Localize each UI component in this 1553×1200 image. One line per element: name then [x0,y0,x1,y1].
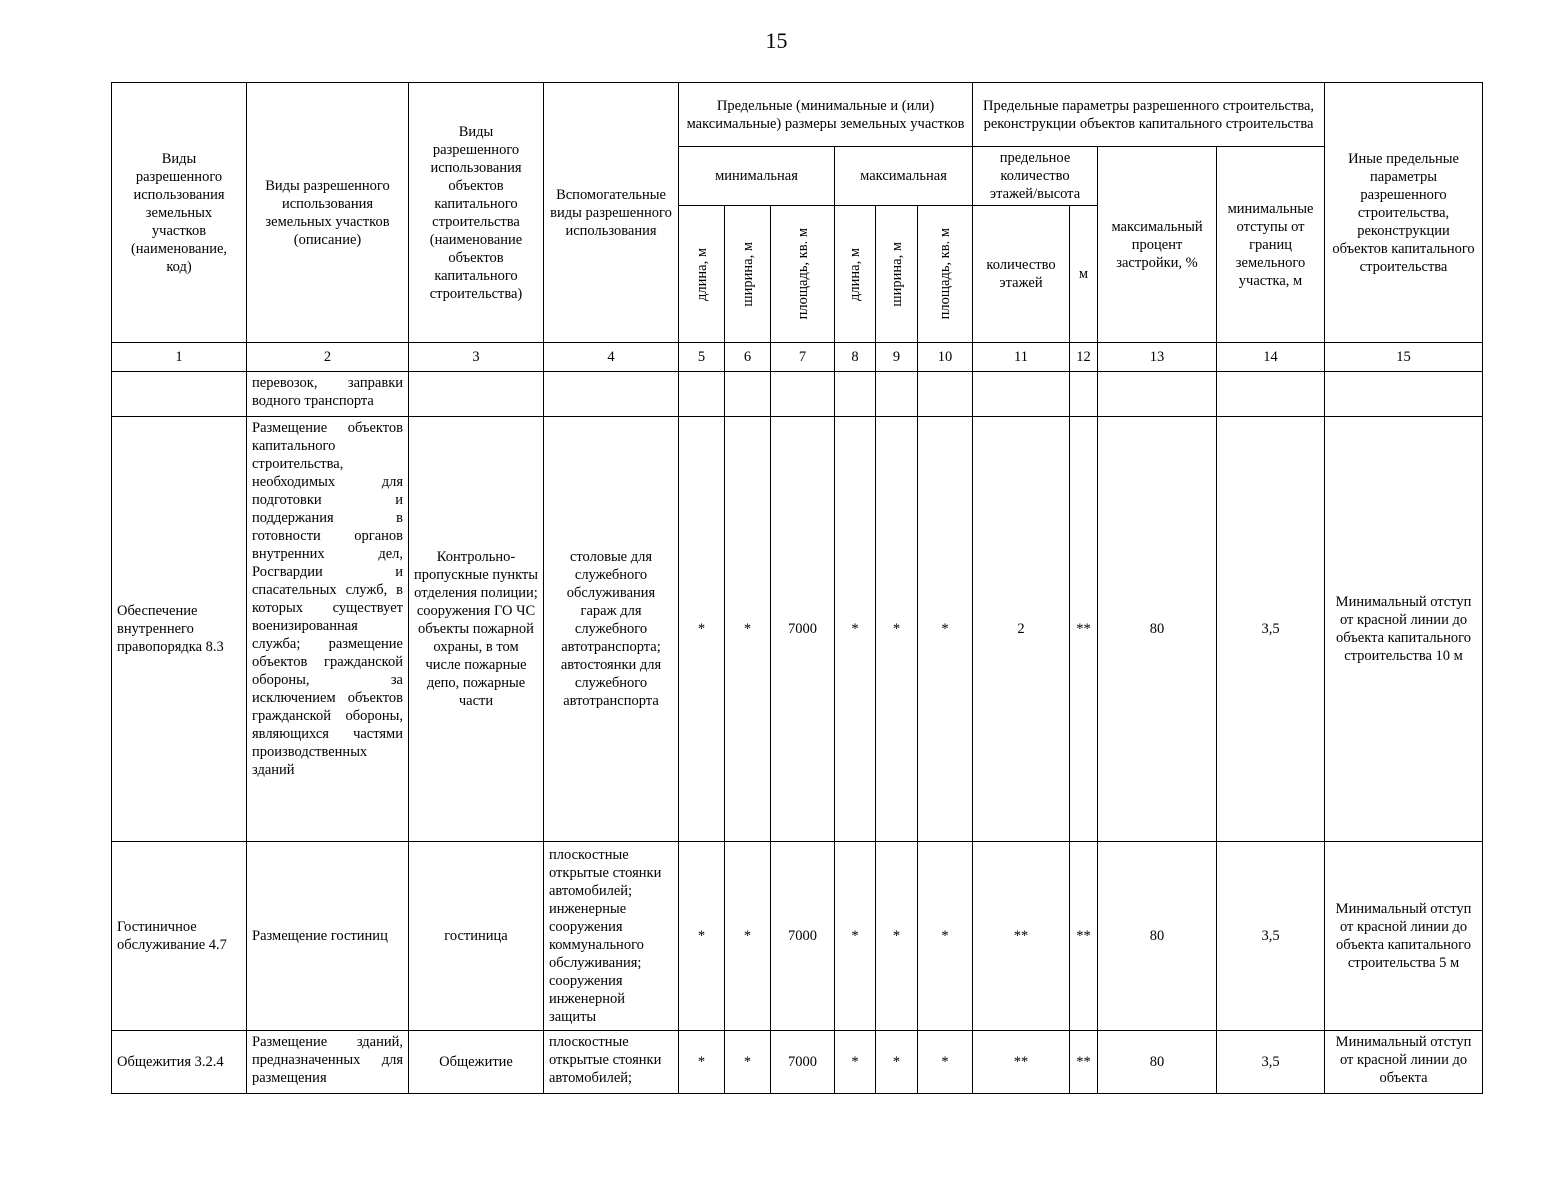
table-row [112,842,1483,1031]
cell-floors: ** [973,842,1070,1031]
cell-other-params [1325,372,1483,417]
cell-auxiliary-uses [544,372,679,417]
cell-max-percent: 80 [1098,842,1217,1031]
cell-capital-objects: Общежитие [409,1031,544,1094]
cell-auxiliary-uses: плоскостные открытые стоянки автомобилей; инженерные сооружения коммунального обслуживания; сооружения инженерной защиты [544,842,679,1031]
column-number: 5 [679,343,725,372]
cell-auxiliary-uses: плоскостные открытые стоянки автомобилей; [544,1031,679,1094]
cell-min-width: * [725,842,771,1031]
cell-max-percent: 80 [1098,417,1217,842]
column-number: 9 [876,343,918,372]
header-min-area-text: площадь, кв. м [794,228,811,320]
cell-floors: ** [973,1031,1070,1094]
cell-min-area: 7000 [771,417,835,842]
column-number: 15 [1325,343,1483,372]
header-min-length [679,206,725,343]
cell-use-name [112,372,247,417]
column-number: 14 [1217,343,1325,372]
cell-use-description: перевозок, заправки водного транспорта [247,372,409,417]
header-floors: количество этажей [973,206,1070,343]
cell-floors [973,372,1070,417]
cell-min-setback: 3,5 [1217,842,1325,1031]
cell-min-area [771,372,835,417]
cell-max-width: * [876,417,918,842]
cell-max-area: * [918,842,973,1031]
cell-capital-objects: Контрольно-пропускные пункты отделения полиции; сооружения ГО ЧС объекты пожарной охраны, в том числе пожарные депо, пожарные части [409,417,544,842]
table-row [112,417,1483,842]
header-minimum: минимальная [679,147,835,206]
cell-floors: 2 [973,417,1070,842]
column-number: 10 [918,343,973,372]
cell-capital-objects [409,372,544,417]
cell-max-percent [1098,372,1217,417]
cell-use-description: Размещение объектов капитального строительства, необходимых для подготовки и поддержания в готовности органов внутренних дел, Росгвардии и спасательных служб, в которых существует военизированная служба; размещение объектов гражданской обороны, за исключением объектов гражданской обороны, являющихся частями производственных зданий [247,417,409,842]
cell-height: ** [1070,1031,1098,1094]
cell-min-setback: 3,5 [1217,1031,1325,1094]
column-number: 2 [247,343,409,372]
header-min-setback: минимальные отступы от границ земельного участка, м [1217,147,1325,343]
cell-auxiliary-uses: столовые для служебного обслуживания гараж для служебного автотранспорта; автостоянки для служебного автотранспорта [544,417,679,842]
cell-max-width: * [876,842,918,1031]
cell-other-params: Минимальный отступ от красной линии до объекта капитального строительства 5 м [1325,842,1483,1031]
header-col4: Вспомогательные виды разрешенного использования [544,83,679,343]
cell-other-params: Минимальный отступ от красной линии до объекта капитального строительства 10 м [1325,417,1483,842]
header-group-land-size: Предельные (минимальные и (или) максимальные) размеры земельных участков [679,83,973,147]
cell-max-percent: 80 [1098,1031,1217,1094]
header-maximum: максимальная [835,147,973,206]
header-min-width-text: ширина, м [739,241,756,307]
cell-height: ** [1070,842,1098,1031]
cell-max-width: * [876,1031,918,1094]
cell-min-setback [1217,372,1325,417]
column-number: 11 [973,343,1070,372]
cell-max-length [835,372,876,417]
header-max-percent: максимальный процент застройки, % [1098,147,1217,343]
cell-use-name: Обеспечение внутреннего правопорядка 8.3 [112,417,247,842]
land-use-table [111,82,1483,1094]
cell-capital-objects: гостиница [409,842,544,1031]
column-number: 6 [725,343,771,372]
cell-max-length: * [835,417,876,842]
page-number: 15 [765,28,788,53]
header-max-area [918,206,973,343]
column-number: 4 [544,343,679,372]
header-max-length-text: длина, м [847,247,863,301]
cell-min-width [725,372,771,417]
header-max-width [876,206,918,343]
header-min-width [725,206,771,343]
column-number: 12 [1070,343,1098,372]
header-col1: Виды разрешенного использования земельных участков (наименование, код) [112,83,247,343]
cell-min-width: * [725,1031,771,1094]
header-max-length [835,206,876,343]
header-min-area [771,206,835,343]
header-floors-height: предельное количество этажей/высота [973,147,1098,206]
cell-height: ** [1070,417,1098,842]
cell-min-area: 7000 [771,1031,835,1094]
cell-max-width [876,372,918,417]
column-number: 3 [409,343,544,372]
header-col2: Виды разрешенного использования земельных участков (описание) [247,83,409,343]
header-max-area-text: площадь, кв. м [937,228,953,320]
cell-max-area: * [918,417,973,842]
cell-min-length: * [679,417,725,842]
cell-max-area [918,372,973,417]
cell-height [1070,372,1098,417]
column-number: 1 [112,343,247,372]
cell-max-area: * [918,1031,973,1094]
header-col3: Виды разрешенного использования объектов капитального строительства (наименование объектов капитального строительства) [409,83,544,343]
cell-use-name: Общежития 3.2.4 [112,1031,247,1094]
table-row [112,372,1483,417]
cell-use-name: Гостиничное обслуживание 4.7 [112,842,247,1031]
cell-use-description: Размещение гостиниц [247,842,409,1031]
header-min-length-text: длина, м [693,247,710,301]
column-number: 7 [771,343,835,372]
cell-min-length: * [679,842,725,1031]
cell-other-params: Минимальный отступ от красной линии до объекта [1325,1031,1483,1094]
cell-min-length [679,372,725,417]
cell-min-length: * [679,1031,725,1094]
cell-min-area: 7000 [771,842,835,1031]
header-col15: Иные предельные параметры разрешенного строительства, реконструкции объектов капитального строительства [1325,83,1483,343]
cell-use-description: Размещение зданий, предназначенных для размещения [247,1031,409,1094]
column-number: 8 [835,343,876,372]
cell-min-setback: 3,5 [1217,417,1325,842]
cell-max-length: * [835,1031,876,1094]
header-meters: м [1070,206,1098,343]
header-max-width-text: ширина, м [888,241,905,307]
cell-max-length: * [835,842,876,1031]
column-number-row [112,343,1483,372]
cell-min-width: * [725,417,771,842]
column-number: 13 [1098,343,1217,372]
table-row [112,1031,1483,1094]
header-group-params: Предельные параметры разрешенного строительства, реконструкции объектов капитального строительства [973,83,1325,147]
